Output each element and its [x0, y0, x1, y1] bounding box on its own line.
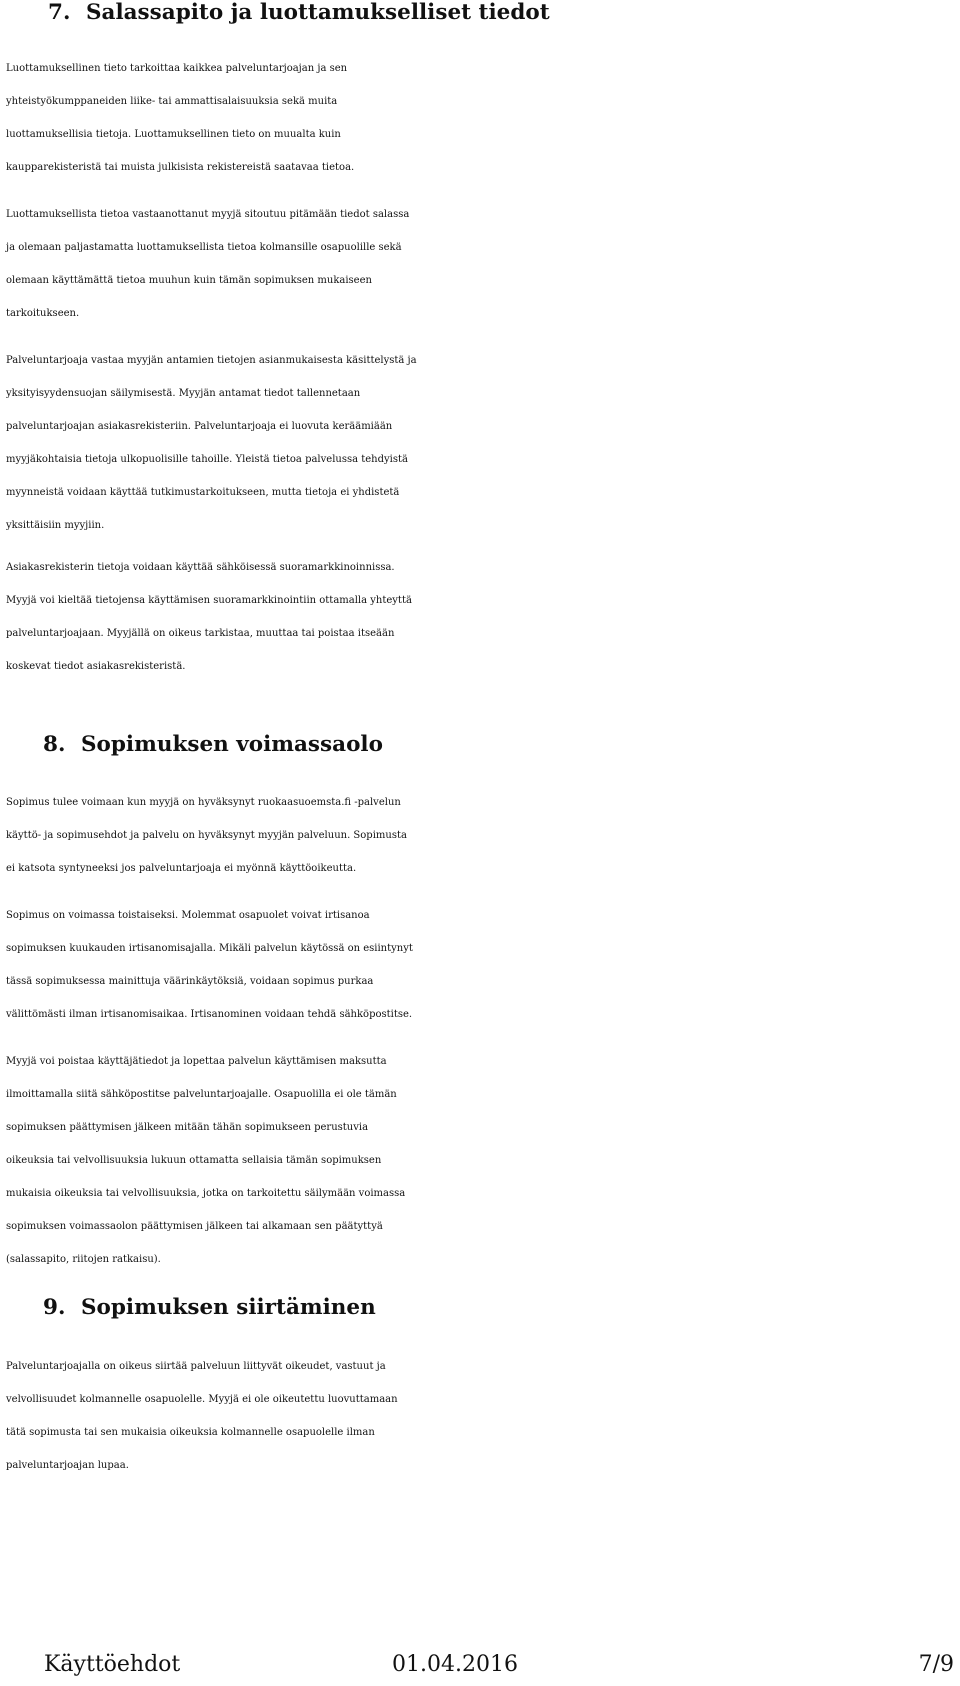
- section-number: 9.: [43, 1295, 66, 1320]
- section-number: 8.: [43, 732, 66, 757]
- page-footer: [0, 1648, 960, 1682]
- paragraph: [6, 1350, 956, 1482]
- text-line: palveluntarjoajaan. Myyjällä on oikeus tarkistaa, muuttaa tai poistaa itseään: [6, 628, 395, 639]
- text-line: Luottamuksellinen tieto tarkoittaa kaikkea palveluntarjoajan ja sen: [6, 63, 348, 74]
- text-line: Palveluntarjoajalla on oikeus siirtää palveluun liittyvät oikeudet, vastuut ja: [6, 1361, 386, 1372]
- paragraph: [6, 198, 956, 330]
- text-line: sopimuksen voimassaolon päättymisen jälkeen tai alkamaan sen päätyttyä: [6, 1221, 383, 1232]
- text-line: myynneistä voidaan käyttää tutkimustarkoitukseen, mutta tietoja ei yhdistetä: [6, 487, 400, 498]
- text-line: tarkoitukseen.: [6, 308, 80, 319]
- text-line: Myyjä voi kieltää tietojensa käyttämisen suoramarkkinointiin ottamalla yhteyttä: [6, 595, 412, 606]
- text-line: Sopimus tulee voimaan kun myyjä on hyväksynyt ruokaasuoemsta.fi -palvelun: [6, 797, 401, 808]
- text-line: (salassapito, riitojen ratkaisu).: [6, 1254, 161, 1265]
- section-heading-7: [48, 0, 550, 26]
- text-line: ei katsota syntyneeksi jos palveluntarjoaja ei myönnä käyttöoikeutta.: [6, 863, 357, 874]
- section-title: Salassapito ja luottamukselliset tiedot: [86, 0, 550, 25]
- section-title: Sopimuksen siirtäminen: [81, 1295, 376, 1320]
- text-line: yksittäisiin myyjiin.: [6, 520, 105, 531]
- text-line: välittömästi ilman irtisanomisaikaa. Irtisanominen voidaan tehdä sähköpostitse.: [6, 1009, 413, 1020]
- paragraph: [6, 899, 956, 1031]
- section-heading-9: [43, 1295, 376, 1321]
- text-line: Myyjä voi poistaa käyttäjätiedot ja lopettaa palvelun käyttämisen maksutta: [6, 1056, 387, 1067]
- text-line: myyjäkohtaisia tietoja ulkopuolisille tahoille. Yleistä tietoa palvelussa tehdyistä: [6, 454, 408, 465]
- text-line: Palveluntarjoaja vastaa myyjän antamien tietojen asianmukaisesta käsittelystä ja: [6, 355, 417, 366]
- footer-document-name: Käyttöehdot: [44, 1652, 181, 1677]
- text-line: yhteistyökumppaneiden liike- tai ammattisalaisuuksia sekä muita: [6, 96, 338, 107]
- text-line: Asiakasrekisterin tietoja voidaan käyttää sähköisessä suoramarkkinoinnissa.: [6, 562, 395, 573]
- text-line: tätä sopimusta tai sen mukaisia oikeuksia kolmannelle osapuolelle ilman: [6, 1427, 375, 1438]
- text-line: Sopimus on voimassa toistaiseksi. Molemmat osapuolet voivat irtisanoa: [6, 910, 370, 921]
- text-line: oikeuksia tai velvollisuuksia lukuun ottamatta sellaisia tämän sopimuksen: [6, 1155, 382, 1166]
- text-line: luottamuksellisia tietoja. Luottamuksellinen tieto on muualta kuin: [6, 129, 341, 140]
- text-line: käyttö- ja sopimusehdot ja palvelu on hyväksynyt myyjän palveluun. Sopimusta: [6, 830, 407, 841]
- text-line: ilmoittamalla siitä sähköpostitse palveluntarjoajalle. Osapuolilla ei ole tämän: [6, 1089, 397, 1100]
- paragraph: [6, 344, 956, 542]
- text-line: palveluntarjoajan lupaa.: [6, 1460, 129, 1471]
- paragraph: [6, 786, 956, 885]
- section-number: 7.: [48, 0, 71, 25]
- footer-date: 01.04.2016: [392, 1652, 518, 1677]
- text-line: mukaisia oikeuksia tai velvollisuuksia, jotka on tarkoitettu säilymään voimassa: [6, 1188, 406, 1199]
- text-line: tässä sopimuksessa mainittuja väärinkäytöksiä, voidaan sopimus purkaa: [6, 976, 374, 987]
- footer-page-number: 7/9: [918, 1652, 954, 1677]
- text-line: sopimuksen kuukauden irtisanomisajalla. Mikäli palvelun käytössä on esiintynyt: [6, 943, 413, 954]
- text-line: Luottamuksellista tietoa vastaanottanut myyjä sitoutuu pitämään tiedot salassa: [6, 209, 410, 220]
- text-line: kaupparekisteristä tai muista julkisista rekistereistä saatavaa tietoa.: [6, 162, 355, 173]
- section-title: Sopimuksen voimassaolo: [81, 732, 383, 757]
- text-line: sopimuksen päättymisen jälkeen mitään tähän sopimukseen perustuvia: [6, 1122, 369, 1133]
- paragraph: [6, 52, 956, 184]
- text-line: yksityisyydensuojan säilymisestä. Myyjän antamat tiedot tallennetaan: [6, 388, 361, 399]
- text-line: koskevat tiedot asiakasrekisteristä.: [6, 661, 186, 672]
- paragraph: [6, 551, 956, 683]
- text-line: velvollisuudet kolmannelle osapuolelle. Myyjä ei ole oikeutettu luovuttamaan: [6, 1394, 398, 1405]
- text-line: ja olemaan paljastamatta luottamuksellista tietoa kolmansille osapuolille sekä: [6, 242, 402, 253]
- section-heading-8: [43, 732, 383, 758]
- text-line: palveluntarjoajan asiakasrekisteriin. Palveluntarjoaja ei luovuta keräämiään: [6, 421, 393, 432]
- paragraph: [6, 1045, 956, 1276]
- text-line: olemaan käyttämättä tietoa muuhun kuin tämän sopimuksen mukaiseen: [6, 275, 372, 286]
